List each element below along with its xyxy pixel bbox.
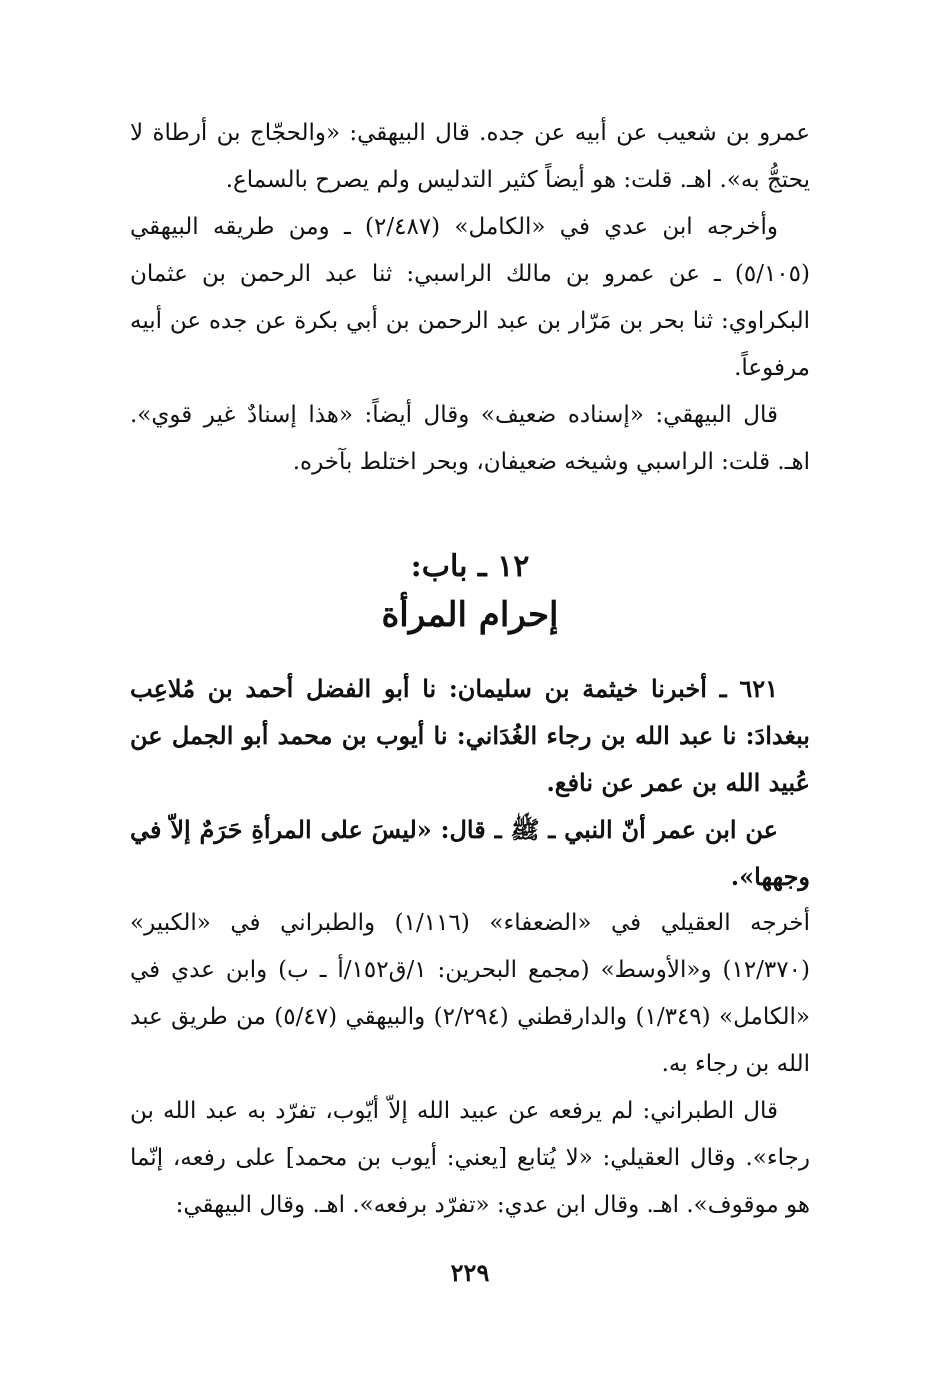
chapter-heading (0, 545, 940, 641)
hadith-section (130, 665, 810, 1229)
chapter-number: ١٢ ـ باب: (410, 549, 530, 584)
paragraph-bayhaqi-comment: قال البيهقي: «إسناده ضعيف» وقال أيضاً: «هذا إسنادٌ غير قوي». اهـ. قلت: الراسبي وشيخه ضعيفان، وبحر اختلط بآخره. (130, 402, 810, 475)
hadith-comment: قال الطبراني: لم يرفعه عن عبيد الله إلاّ أيّوب، تفرّد به عبد الله بن رجاء». وقال العقيلي: «لا يُتابع [يعني: أيوب بن محمد] على رفعه، إنّما هو موقوف». اهـ. وقال ابن عدي: «تفرّد برفعه». اهـ. وقال البيهقي: (130, 1098, 810, 1218)
hadith-isnad: ٦٢١ ـ أخبرنا خيثمة بن سليمان: نا أبو الفضل أحمد بن مُلاعِب ببغدادَ: نا عبد الله بن رجاء الغُدَاني: نا أيوب بن محمد أبو الجمل عن عُبيد الله بن عمر عن نافع. (130, 674, 810, 797)
hadith-matn: عن ابن عمر أنّ النبي ـ ﷺ ـ قال: «ليسَ على المرأةِ حَرَمٌ إلاّ في وجهها». (130, 815, 810, 891)
paragraph-ibn-adi-takhrij: وأخرجه ابن عدي في «الكامل» (٢/٤٨٧) ـ ومن طريقه البيهقي (٥/١٠٥) ـ عن عمرو بن مالك الراسبي: ثنا عبد الرحمن بن عثمان البكراوي: ثنا بحر بن مَرّار بن عبد الرحمن بن أبي بكرة عن جده عن أبيه مرفوعاً. (130, 214, 810, 381)
chapter-title: إحرام المرأة (381, 595, 559, 635)
intro-section (130, 110, 810, 486)
hadith-takhrij: أخرجه العقيلي في «الضعفاء» (١/١١٦) والطبراني في «الكبير» (١٢/٣٧٠) و«الأوسط» (مجمع البحرين: ١/ق١٥٢/أ ـ ب) وابن عدي في «الكامل» (١/٣٤٩) والدارقطني (٢/٢٩٤) والبيهقي (٥/٤٧) من طريق عبد الله بن رجاء به. (130, 910, 811, 1077)
page-number: ٢٢٩ (450, 1258, 490, 1287)
paragraph-amr-hadith: عمرو بن شعيب عن أبيه عن جده. قال البيهقي: «والحجّاج بن أرطاة لا يحتجُّ به». اهـ. قلت: هو أيضاً كثير التدليس ولم يصرح بالسماع. (130, 120, 810, 193)
